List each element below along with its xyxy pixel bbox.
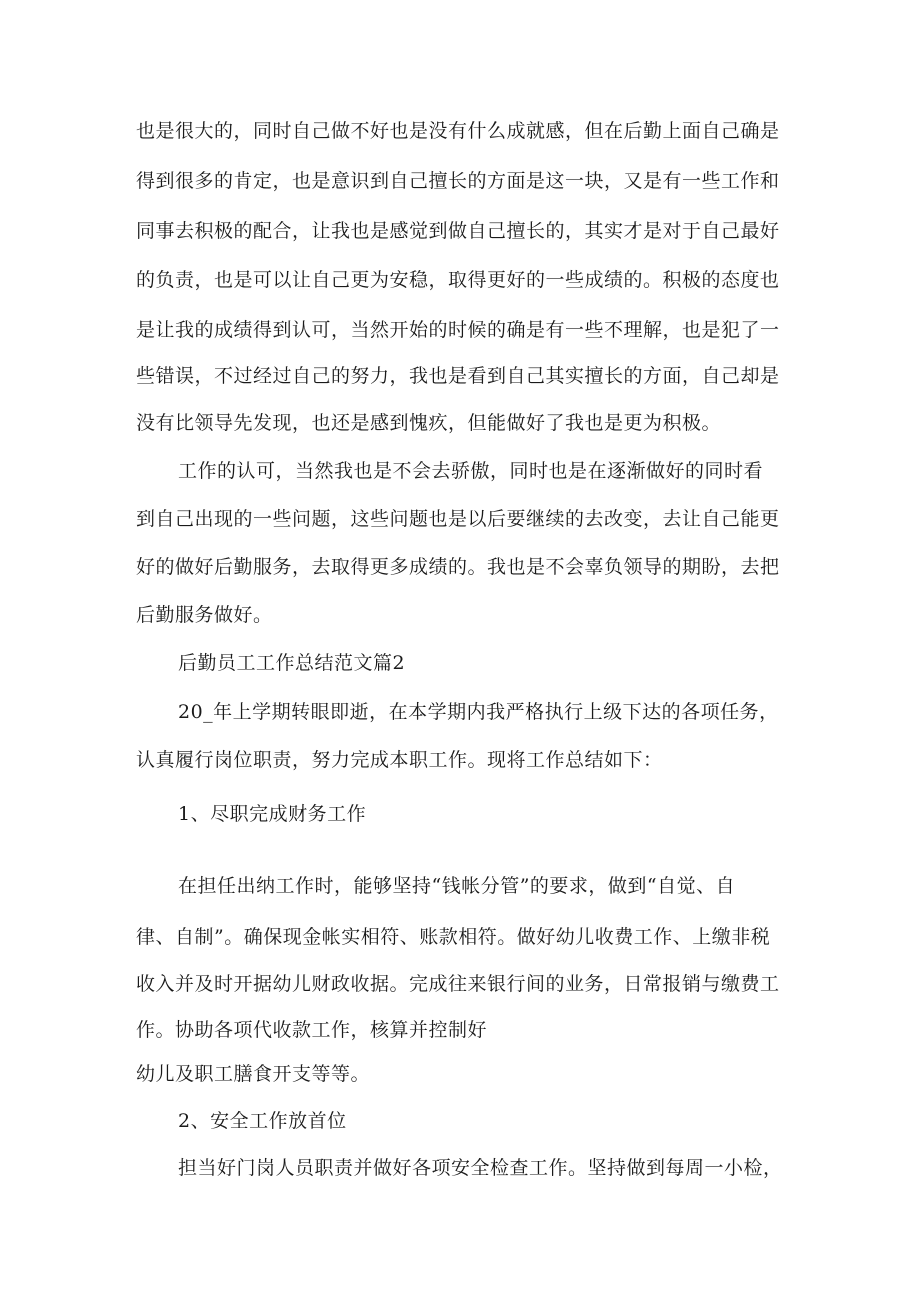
paragraph-line: 担当好门岗人员职责并做好各项安全检查工作。坚持做到每周一小检， bbox=[178, 1157, 783, 1179]
paragraph-line: 20_年上学期转眼即逝，在本学期内我严格执行上级下达的各项任务， bbox=[178, 701, 779, 723]
paragraph-line: 的负责，也是可以让自己更为安稳，取得更好的一些成绩的。积极的态度也 bbox=[136, 269, 780, 291]
subheading-1: 1、尽职完成财务工作 bbox=[178, 803, 367, 825]
paragraph-line: 认真履行岗位职责，努力完成本职工作。现将工作总结如下： bbox=[136, 749, 663, 771]
paragraph-line: 好的做好后勤服务，去取得更多成绩的。我也是不会辜负领导的期盼，去把 bbox=[136, 556, 780, 578]
paragraph-line: 同事去积极的配合，让我也是感觉到做自己擅长的，其实才是对于自己最好 bbox=[136, 220, 780, 242]
paragraph-line: 律、自制”。确保现金帐实相符、账款相符。做好幼儿收费工作、上缴非税 bbox=[136, 926, 771, 948]
subheading-2: 2、安全工作放首位 bbox=[178, 1110, 347, 1132]
paragraph-line: 些错误，不过经过自己的努力，我也是看到自己其实擅长的方面，自己却是 bbox=[136, 365, 780, 387]
paragraph-line: 作。协助各项代收款工作，核算并控制好 bbox=[136, 1019, 488, 1041]
paragraph-line: 工作的认可，当然我也是不会去骄傲，同时也是在逐渐做好的同时看 bbox=[178, 460, 764, 482]
paragraph-line: 没有比领导先发现，也还是感到愧疚，但能做好了我也是更为积极。 bbox=[136, 412, 722, 434]
paragraph-line: 幼儿及职工膳食开支等等。 bbox=[136, 1063, 371, 1085]
paragraph-line: 收入并及时开据幼儿财政收据。完成往来银行间的业务，日常报销与缴费工 bbox=[136, 973, 780, 995]
paragraph-line: 也是很大的，同时自己做不好也是没有什么成就感，但在后勤上面自己确是 bbox=[136, 120, 780, 142]
paragraph-line: 是让我的成绩得到认可，当然开始的时候的确是有一些不理解，也是犯了一 bbox=[136, 319, 780, 341]
paragraph-line: 到自己出现的一些问题，这些问题也是以后要继续的去改变，去让自己能更 bbox=[136, 508, 780, 530]
paragraph-line: 在担任出纳工作时，能够坚持“钱帐分管”的要求，做到“自觉、自 bbox=[178, 875, 736, 897]
paragraph-line: 后勤服务做好。 bbox=[136, 604, 273, 626]
section-heading: 后勤员工工作总结范文篇2 bbox=[178, 652, 406, 674]
paragraph-line: 得到很多的肯定，也是意识到自己擅长的方面是这一块，又是有一些工作和 bbox=[136, 170, 780, 192]
